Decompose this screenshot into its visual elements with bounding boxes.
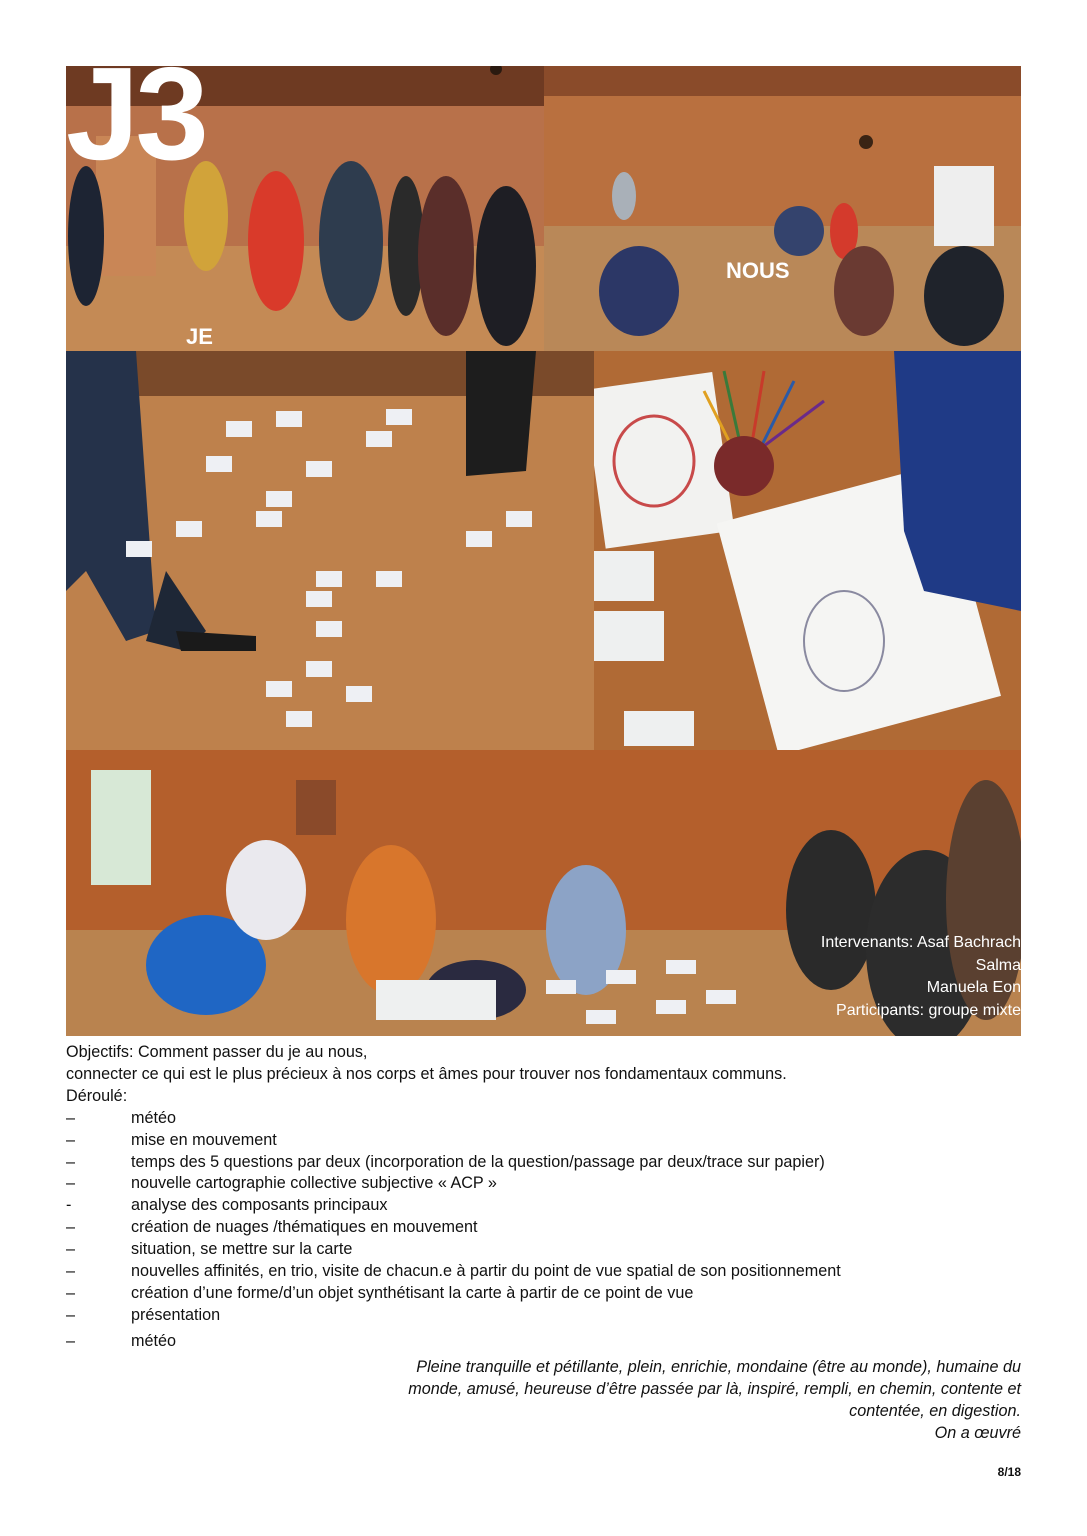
list-item: – nouvelles affinités, en trio, visite de chacun.e à partir du point de vue spatial de son positionnement	[66, 1262, 841, 1281]
quote-line-4: On a œuvré	[934, 1424, 1021, 1442]
credits	[821, 932, 1021, 1022]
list-item: – situation, se mettre sur la carte	[66, 1240, 353, 1259]
label-nous: NOUS	[726, 258, 790, 283]
page-number: 8/18	[997, 1465, 1021, 1479]
quote-line-3: contentée, en digestion.	[849, 1402, 1021, 1420]
photo-drawing	[594, 351, 1021, 750]
objectives-line-2: connecter ce qui est le plus précieux à nos corps et âmes pour trouver nos fondamentaux communs.	[66, 1064, 787, 1083]
steps-list	[66, 1108, 1021, 1353]
credits-participants: Participants: groupe mixte	[836, 1001, 1021, 1019]
objectives-line-1: Objectifs: Comment passer du je au nous,	[66, 1043, 368, 1061]
body-text	[66, 1042, 1021, 1353]
label-je: JE	[186, 324, 213, 349]
quote	[301, 1356, 1021, 1444]
quote-line-1: Pleine tranquille et pétillante, plein, enrichie, mondaine (être au monde), humaine du	[416, 1358, 1021, 1376]
quote-line-2: monde, amusé, heureuse d’être passée par là, inspiré, rempli, en chemin, contente et	[408, 1380, 1021, 1398]
list-item: – présentation	[66, 1305, 221, 1324]
deroule-label: Déroulé:	[66, 1086, 128, 1105]
list-item: – création de nuages /thématiques en mouvement	[66, 1218, 478, 1237]
credits-manuela: Manuela Eon	[926, 979, 1021, 996]
list-item: – météo	[66, 1331, 176, 1350]
credits-intervenants: Intervenants: Asaf Bachrach	[820, 934, 1021, 951]
photo-nous	[544, 66, 1021, 351]
list-item: – mise en mouvement	[66, 1130, 277, 1149]
list-item: - analyse des composants principaux	[66, 1196, 388, 1215]
list-item: – temps des 5 questions par deux (incorporation de la question/passage par deux/trace sur papier)	[66, 1152, 825, 1171]
page-title: J3	[66, 40, 205, 187]
list-item: – nouvelle cartographie collective subjective « ACP »	[66, 1174, 497, 1193]
credits-salma: Salma	[975, 956, 1021, 974]
list-item: – météo	[66, 1108, 176, 1127]
list-item: – création d’une forme/d’un objet synthétisant la carte à partir de ce point de vue	[66, 1283, 694, 1302]
photo-cards-floor	[66, 351, 594, 750]
